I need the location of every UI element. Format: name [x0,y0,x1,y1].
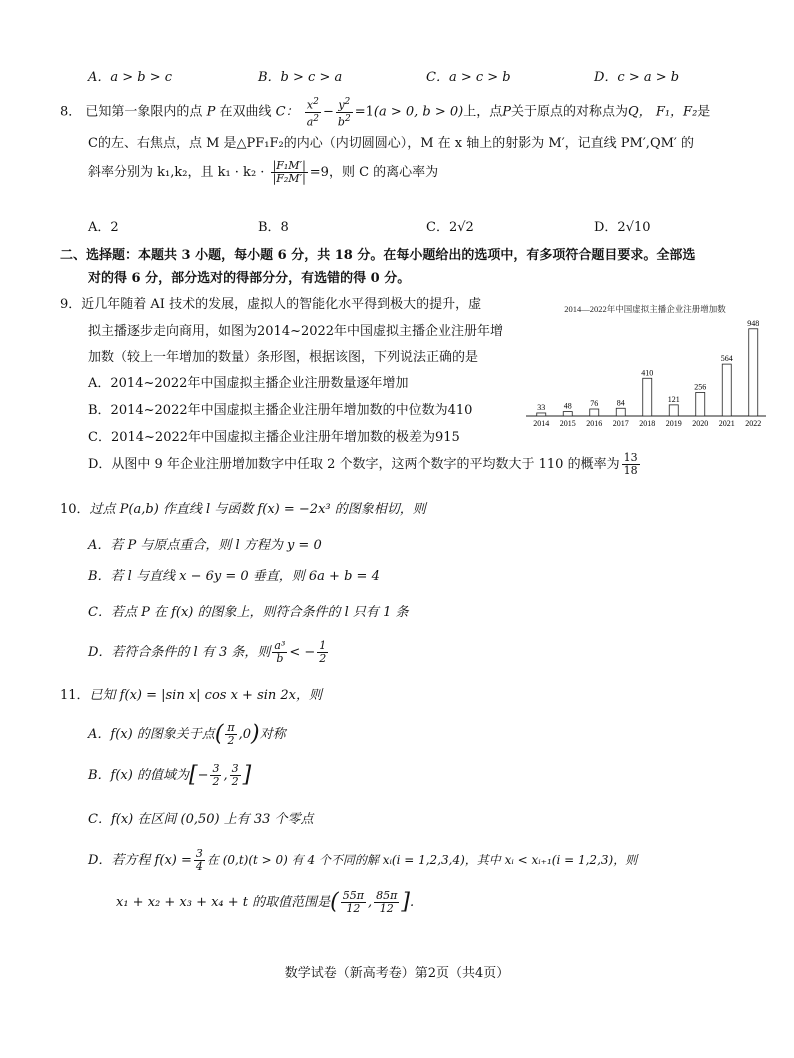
q10-frac2: $\frac{1}{2}$ [319,639,327,665]
q8-option-a: A．2 [88,220,119,235]
q11-range-hi2: $\frac{85\pi}{12}$ [376,889,398,915]
bar-2019 [669,405,678,416]
q11-option-d-line2: x₁ + x₂ + x₃ + x₄ + t 的取值范围是( $\frac{55\pi}{12}$ , $\frac{85\pi}{12}$ ]. [116,889,415,915]
q10-text: 过点 P(a,b) 作直线 l 与函数 f(x) = −2x³ 的图象相切，则 [89,502,426,517]
q10-option-a: A．若 P 与原点重合，则 l 方程为 y = 0 [88,538,322,553]
q11-text: 在 (0,t)(t > 0) 有 4 个不同的解 xᵢ(i = 1,2,3,4)，其中 xᵢ < xᵢ₊₁(i = 1,2,3)，则 [206,853,638,867]
q8-text: 已知第一象限内的点 [85,104,203,120]
q7-option-a: A．a > b > c [88,70,173,85]
q11-range-lo2: $\frac{55\pi}{12}$ [342,889,364,915]
q11-stem [60,684,322,703]
q8-line2: C的左、右焦点，点 M 是△PF₁F₂的内心（内切圆圆心），M 在 x 轴上的射影为 M′，记直线 PM′,QM′ 的 [88,136,694,151]
q11-range-hi: $\frac{3}{2}$ [231,762,239,788]
bar-2018 [643,378,652,416]
q8-text: F₁，F₂ [655,104,698,120]
section2-line2: 对的得 6 分，部分选对的得部分分，有选错的得 0 分。 [88,271,411,286]
q11-text: x₁ + x₂ + x₃ + x₄ + t 的取值范围是 [116,895,331,910]
q8-line1: 8． 已知第一象限内的点 P 在双曲线 C： $\frac{x^2}{a^2}$ − $\frac{y^2}{b^2}$ =1(a > 0, b > 0)上，点P关于原点的对称点为Q， F₁，F₂是 [60,97,711,129]
q8-frac-x: $\frac{x^2}{a^2}$ [306,97,320,129]
q11-text: B．f(x) 的值域为 [88,768,189,783]
q10-frac1: $\frac{\text{a³}}{b}$ [274,639,286,665]
q11-pi-frac: $\frac{\pi}{2}$ [227,721,235,747]
q10-text: D．若符合条件的 l 有 3 条，则 [88,645,271,660]
q7-option-b: B．b > c > a [258,70,343,85]
q8-text: 在双曲线 [219,104,272,120]
q8-option-c: C．2√2 [426,220,474,235]
q8-text: C： [275,104,299,120]
q11-text: D．若方程 f(x) = [88,853,192,868]
q10-stem [60,498,426,517]
bar-value-label: 948 [747,318,760,328]
bar-value-label: 564 [720,354,733,364]
q9-text: D．从图中 9 年企业注册增加数字中任取 2 个数字，这两个数字的平均数大于 110 的概率为 [88,457,620,472]
x-tick-label: 2014 [533,419,550,428]
q11-three-quarter: $\frac{3}{4}$ [195,847,203,873]
q11-text: 对称 [259,727,286,742]
q9-number: 9． [60,297,82,312]
q8-text: Q， [628,104,652,120]
q11-text: A．f(x) 的图象关于点 [88,727,215,742]
chart-bars [533,319,761,428]
q11-range-lo: $\frac{3}{2}$ [212,762,220,788]
bar-value-label: 76 [590,399,599,409]
q11-text: 已知 f(x) = |sin x| cos x + sin 2x，则 [89,688,323,703]
q9-line1 [60,293,481,312]
q8-text: =9，则 C 的离心率为 [309,165,439,180]
x-tick-label: 2021 [718,419,735,428]
bar-value-label: 121 [667,394,680,404]
x-tick-label: 2019 [665,419,682,428]
q9-option-a: A．2014~2022年中国虚拟主播企业注册数量逐年增加 [88,376,409,391]
q10-text: < − [289,645,316,660]
q9-text: 近几年随着 AI 技术的发展，虚拟人的智能化水平得到极大的提升，虚 [81,297,482,312]
bar-2021 [722,364,731,416]
q8-option-b: B．8 [258,220,289,235]
q8-text: 斜率分别为 k₁,k₂，且 k₁ · k₂ · [88,165,265,180]
section2-line1: 二、选择题：本题共 3 小题，每小题 6 分，共 18 分。在每小题给出的选项中，有多项符合题目要求。全部选 [60,248,696,263]
bar-2015 [563,412,572,416]
x-tick-label: 2020 [692,419,709,428]
q11-option-d [88,848,637,873]
x-tick-label: 2017 [612,419,629,428]
q11-number: 11． [60,688,90,703]
bar-value-label: 33 [537,402,546,412]
q8-text: 是 [697,104,711,120]
q9-option-c: C．2014~2022年中国虚拟主播企业注册年增加数的极差为915 [88,430,460,445]
q11-option-a: A．f(x) 的图象关于点( $\frac{\pi}{2}$ ,0)对称 [88,721,286,747]
x-tick-label: 2022 [745,419,762,428]
q8-text: 上，点 [463,104,503,120]
bar-value-label: 256 [694,382,707,392]
chart-title: 2014—2022年中国虚拟主播企业注册增加数 [564,304,726,314]
bar-chart [520,296,770,432]
q8-ratio: $\frac{\text{|F₁M′|}}{\text{|F₂M′|}}$ [272,159,306,185]
q8-number: 8． [60,104,82,120]
q8-option-d: D．2√10 [594,220,651,235]
x-tick-label: 2016 [586,419,603,428]
q7-option-c: C．a > c > b [426,70,511,85]
q11-option-c: C．f(x) 在区间 (0,50) 上有 33 个零点 [88,812,314,827]
q11-option-b: B．f(x) 的值域为[− $\frac{3}{2}$ , $\frac{3}{2}$ ] [88,762,252,788]
bar-value-label: 84 [616,398,625,408]
bar-2020 [696,392,705,416]
q9-option-b: B．2014~2022年中国虚拟主播企业注册年增加数的中位数为410 [88,403,473,418]
q9-option-d [88,452,642,477]
bar-value-label: 48 [563,401,572,411]
bar-2014 [537,413,546,416]
q9-line2: 拟主播逐步走向商用，如图为2014~2022年中国虚拟主播企业注册年增 [88,324,504,339]
bar-2022 [749,329,758,416]
q8-frac-y: $\frac{y^2}{b^2}$ [337,97,351,129]
q9-line3: 加数（较上一年增加的数量）条形图，根据该图，下列说法正确的是 [88,350,479,365]
bar-2017 [616,408,625,416]
q10-option-b: B．若 l 与直线 x − 6y = 0 垂直，则 6a + b = 4 [88,569,380,584]
q8-condition: (a > 0, b > 0) [373,104,464,120]
x-tick-label: 2018 [639,419,656,428]
q8-text: P [206,104,216,120]
q11-text: ,0 [238,727,252,742]
bar-value-label: 410 [641,368,654,378]
x-tick-label: 2015 [559,419,576,428]
q8-line3 [88,160,438,185]
q10-number: 10． [60,502,90,517]
q10-option-c: C．若点 P 在 f(x) 的图象上，则符合条件的 l 只有 1 条 [88,605,409,620]
bar-2016 [590,409,599,416]
q9-prob-frac: $\frac{13}{18}$ [623,451,638,477]
q8-text: P [502,104,511,120]
q7-option-d: D．c > a > b [594,70,680,85]
q10-option-d [88,640,330,665]
page-footer: 数学试卷（新高考卷）第2页（共4页） [284,966,510,981]
q8-text: 关于原点的对称点为 [510,104,628,120]
